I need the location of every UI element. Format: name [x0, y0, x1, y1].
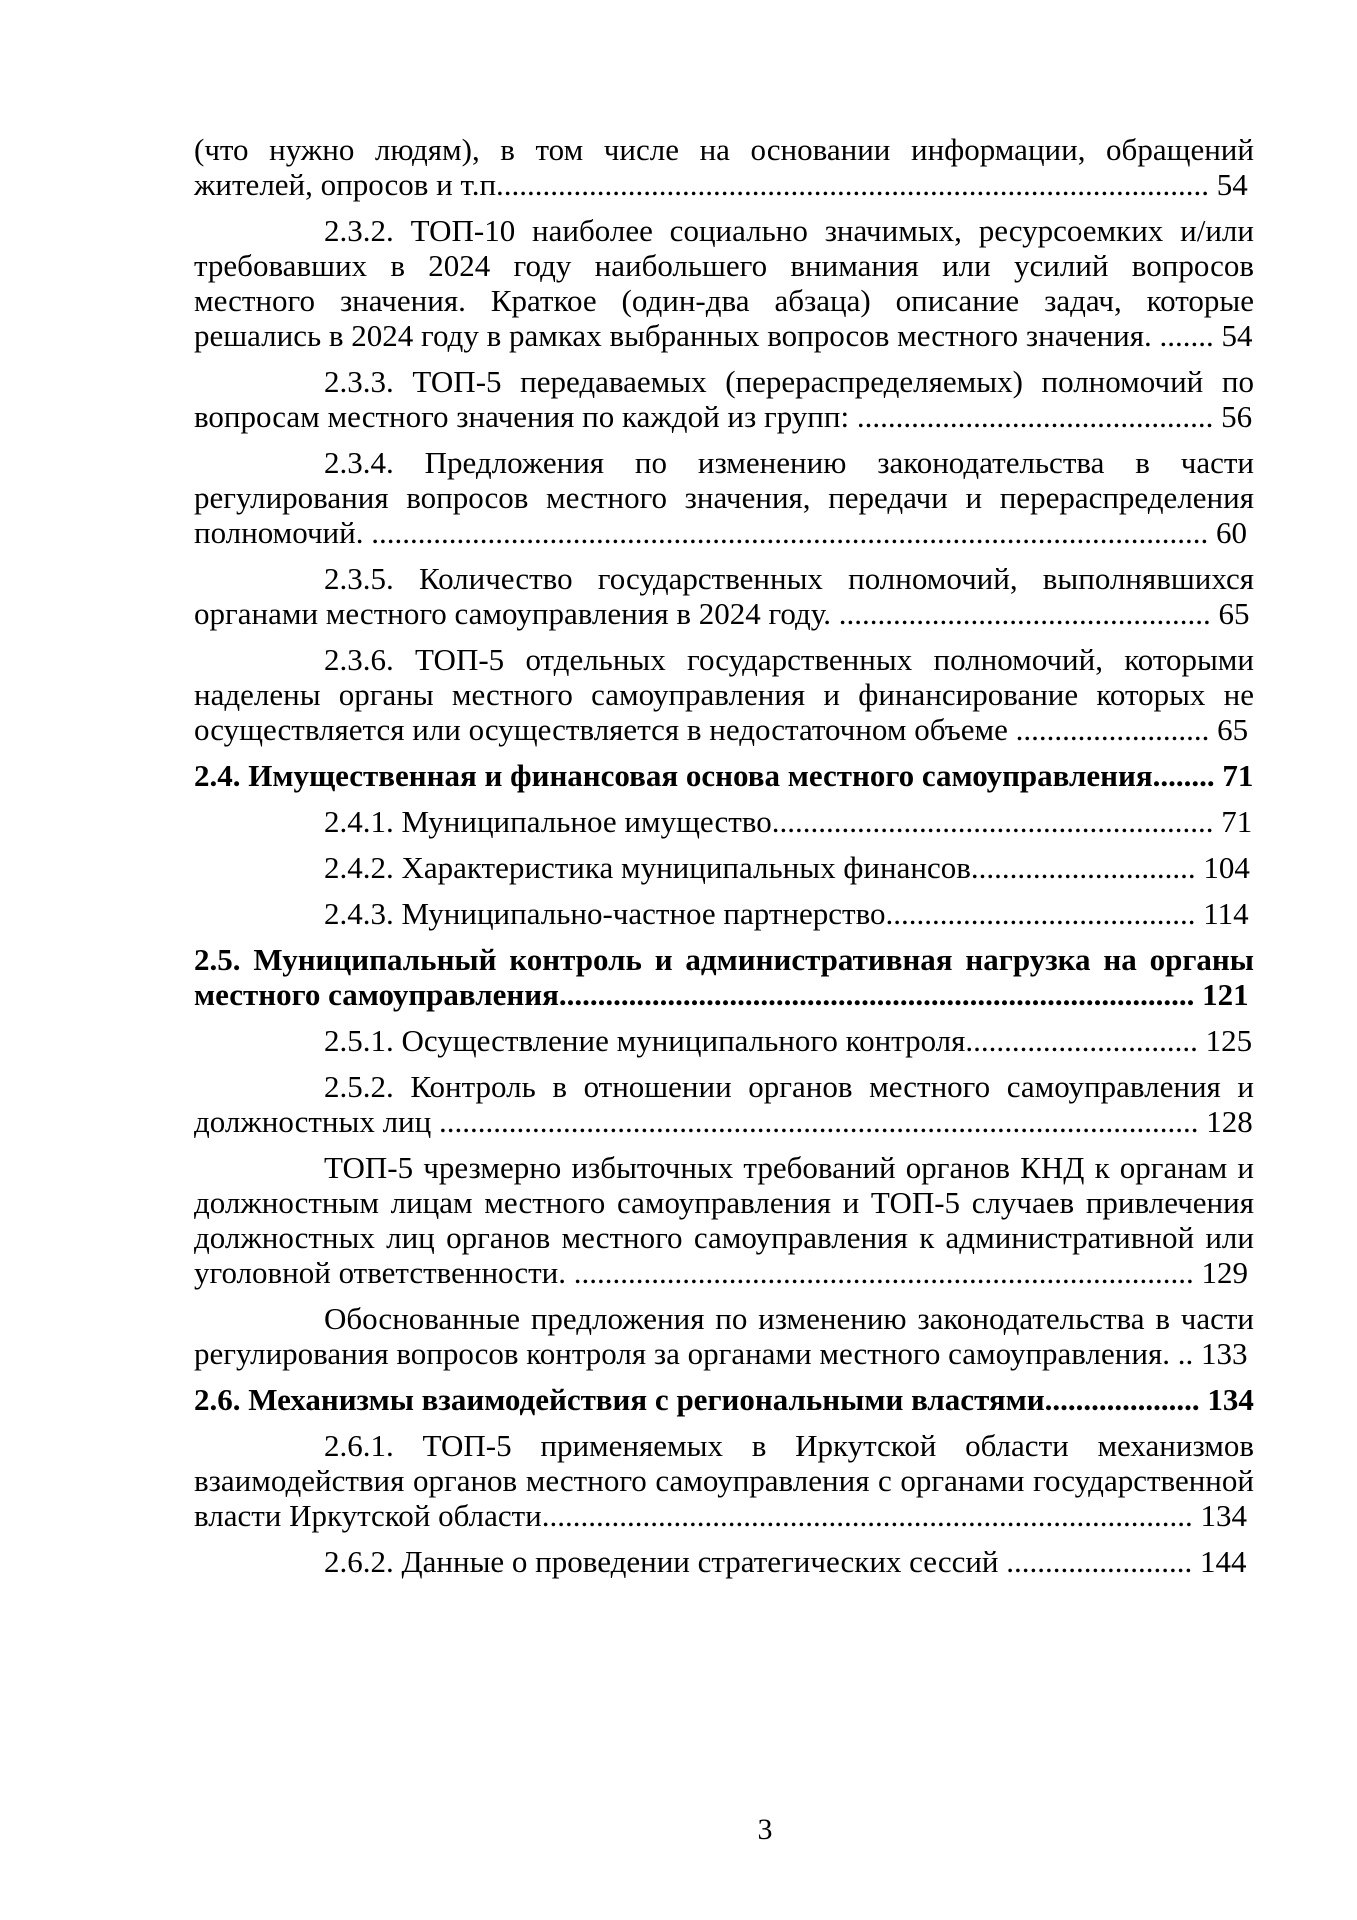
toc-entry[interactable] — [194, 850, 1254, 885]
toc-entry-page-number: 65 — [1218, 596, 1250, 631]
toc-entry-text: 2.5. Муниципальный контроль и административная нагрузка на органы местного самоуправления — [194, 942, 1254, 1012]
toc-entry-page-number: 133 — [1200, 1336, 1248, 1371]
toc-entry-page-number: 134 — [1200, 1498, 1248, 1533]
toc-entry-page-number: 71 — [1221, 804, 1253, 839]
toc-entry-page-number: 121 — [1202, 977, 1249, 1012]
toc-entry-text: 2.4. Имущественная и финансовая основа местного самоуправления — [194, 758, 1153, 793]
dot-leader: ​.​.​.​.​.​.​.​.​.​.​.​.​.​.​.​.​.​.​.​.​.​.​.​.​.​.​.​.​.​.​.​.​.​.​.​.​.​.​.​.​.​.​.​.​.​.​.​.​ — [838, 596, 1211, 631]
toc-entry[interactable] — [194, 804, 1254, 839]
toc-entry[interactable] — [194, 132, 1254, 202]
toc-entry-text: Обоснованные предложения по изменению законодательства в части регулирования вопросов контроля за органами местного самоуправления. — [194, 1301, 1254, 1371]
toc-entry[interactable] — [194, 1428, 1254, 1533]
toc-entry-page-number: 144 — [1200, 1544, 1247, 1579]
toc-entry[interactable] — [194, 642, 1254, 747]
dot-leader: ​.​.​.​.​.​.​.​.​.​.​.​.​.​.​.​.​.​.​.​.​.​.​.​.​.​.​.​.​.​.​.​.​.​.​.​.​.​.​.​.​.​.​.​.​.​.​.​.​.​.​.​.​.​.​.​.​.​.​.​.​.​.​.​.​.​.​.​.​.​.​.​.​.​.​.​.​.​.​.​.​.​.​.​.​.​.​.​.​.​.​.​.​.​.​.​.​.​.​ — [439, 1104, 1199, 1139]
toc-entry-text: 2.4.3. Муниципально-частное партнерство — [324, 896, 886, 931]
toc-entry[interactable] — [194, 1544, 1254, 1579]
toc-entry-page-number: 54 — [1221, 318, 1253, 353]
toc-entry-page-number: 54 — [1216, 167, 1248, 202]
dot-leader: ​.​.​.​.​.​.​.​.​.​.​.​.​.​.​.​.​.​.​.​.​.​.​.​.​ — [1006, 1544, 1193, 1579]
dot-leader: ​.​.​.​.​.​.​.​.​.​.​.​.​.​.​.​.​.​.​.​.​.​.​.​.​.​.​.​.​.​.​.​.​.​.​.​.​.​.​.​.​.​.​.​.​.​.​.​.​.​.​.​.​.​.​.​.​.​.​.​.​.​.​.​.​.​.​.​.​.​.​.​.​.​.​.​.​.​.​.​.​ — [573, 1255, 1194, 1290]
toc-entry[interactable] — [194, 364, 1254, 434]
toc-entry[interactable] — [194, 1023, 1254, 1058]
toc-entry[interactable] — [194, 1069, 1254, 1139]
toc-entry[interactable] — [194, 445, 1254, 550]
page-number-footer: 3 — [757, 1813, 773, 1846]
toc-entry[interactable] — [194, 213, 1254, 353]
dot-leader: ​.​.​.​.​.​.​.​.​.​.​.​.​.​.​.​.​.​.​.​.​.​.​.​.​.​.​.​.​.​.​.​.​.​.​.​.​.​.​.​.​.​.​.​.​.​.​ — [856, 399, 1214, 434]
dot-leader: ​.​.​.​.​.​.​.​.​.​.​.​.​.​.​.​.​.​.​.​.​.​.​.​.​.​.​.​.​.​.​.​.​.​.​.​.​.​.​.​.​.​.​.​.​.​.​.​.​.​.​.​.​.​.​.​.​.​.​.​.​.​.​.​.​.​.​.​.​.​.​.​.​.​.​.​.​.​.​.​.​.​.​ — [558, 977, 1195, 1012]
dot-leader: ​.​.​.​.​.​.​.​ — [1159, 318, 1214, 353]
toc-entry[interactable] — [194, 942, 1254, 1012]
toc-entry-page-number: 104 — [1203, 850, 1250, 885]
toc-entry-text: 2.3.3. ТОП-5 передаваемых (перераспределяемых) полномочий по вопросам местного значения по каждой из групп: — [194, 364, 1254, 434]
dot-leader: ​.​.​.​.​.​.​.​.​.​.​.​.​.​.​.​.​.​.​.​.​.​.​.​.​.​.​.​.​.​.​.​.​.​.​.​.​.​.​.​.​.​.​.​.​.​.​.​.​.​.​.​.​.​.​.​.​.​.​.​.​.​.​.​.​.​.​.​.​.​.​.​.​.​.​.​.​.​.​.​.​.​.​.​.​.​.​.​.​.​.​.​.​.​.​.​.​.​.​.​.​.​.​.​.​.​.​.​.​ — [371, 515, 1209, 550]
dot-leader: ​.​.​.​.​.​.​.​.​.​.​.​.​.​.​.​.​.​.​.​.​.​.​.​.​.​.​.​.​.​.​ — [965, 1023, 1198, 1058]
toc-entry-text: 2.4.1. Муниципальное имущество — [324, 804, 772, 839]
toc-entry-page-number: 129 — [1201, 1255, 1248, 1290]
dot-leader: ​.​.​.​.​.​.​.​.​.​.​.​.​.​.​.​.​.​.​.​.​.​.​.​.​.​ — [1015, 712, 1210, 747]
toc-entry-page-number: 60 — [1216, 515, 1247, 550]
toc-entry-page-number: 128 — [1206, 1104, 1253, 1139]
dot-leader: ​.​.​.​.​.​.​.​.​.​.​.​.​.​.​.​.​.​.​.​.​.​.​.​.​.​.​.​.​.​.​.​.​.​.​.​.​.​.​.​.​.​.​.​.​.​.​.​.​.​.​.​.​.​.​.​.​.​.​.​.​.​.​.​.​.​.​.​.​.​.​.​.​.​.​.​.​.​.​.​.​.​.​.​.​ — [541, 1498, 1193, 1533]
toc-entry-text: 2.6.2. Данные о проведении стратегических сессий — [324, 1544, 1007, 1579]
toc-entry-text: 2.5.2. Контроль в отношении органов местного самоуправления и должностных лиц — [194, 1069, 1254, 1139]
toc-entry-text: 2.3.4. Предложения по изменению законодательства в части регулирования вопросов местного значения, передачи и перераспределения полномочий. — [194, 445, 1254, 550]
toc-entry-page-number: 65 — [1217, 712, 1249, 747]
toc-entry-page-number: 114 — [1203, 896, 1249, 931]
toc-entry[interactable] — [194, 1301, 1254, 1371]
toc-entry-text: (что нужно людям), в том числе на основании информации, обращений жителей, опросов и т.п. — [194, 132, 1254, 202]
toc-entry-text: 2.3.2. ТОП-10 наиболее социально значимых, ресурсоемких и/или требовавших в 2024 году наибольшего внимания или усилий вопросов местного значения. Краткое (один-два абзаца) описание задач, которые решались в 2024 году в рамках выбранных вопросов местного значения. — [194, 213, 1254, 353]
toc-entry[interactable] — [194, 1382, 1254, 1417]
toc-entry-page-number: 56 — [1221, 399, 1253, 434]
dot-leader: ​.​.​.​.​.​.​.​.​ — [1152, 758, 1215, 793]
dot-leader: ​.​.​.​.​.​.​.​.​.​.​.​.​.​.​.​.​.​.​.​.​ — [1044, 1382, 1200, 1417]
toc-entry-page-number: 71 — [1222, 758, 1254, 793]
dot-leader: ​.​.​.​.​.​.​.​.​.​.​.​.​.​.​.​.​.​.​.​.​.​.​.​.​.​.​.​.​.​.​.​.​.​.​.​.​.​.​.​.​.​.​.​.​.​.​.​.​.​.​.​.​.​.​.​.​.​ — [771, 804, 1214, 839]
toc-entry-text: 2.3.6. ТОП-5 отдельных государственных полномочий, которыми наделены органы местного самоуправления и финансирование которых не осуществляется или осуществляется в недостаточном объеме — [194, 642, 1254, 747]
toc-entry[interactable] — [194, 1150, 1254, 1290]
toc-entry-text: 2.6. Механизмы взаимодействия с региональными властями — [194, 1382, 1045, 1417]
table-of-contents — [194, 132, 1254, 1590]
dot-leader: ​.​.​.​.​.​.​.​.​.​.​.​.​.​.​.​.​.​.​.​.​.​.​.​.​.​.​.​.​.​ — [970, 850, 1196, 885]
toc-entry-text: ТОП-5 чрезмерно избыточных требований органов КНД к органам и должностным лицам местного самоуправления и ТОП-5 случаев привлечения должностных лиц органов местного самоуправления к административной или уголовной ответственности. — [194, 1150, 1254, 1290]
dot-leader: ​.​.​.​.​.​.​.​.​.​.​.​.​.​.​.​.​.​.​.​.​.​.​.​.​.​.​.​.​.​.​.​.​.​.​.​.​.​.​.​.​.​.​.​.​.​.​.​.​.​.​.​.​.​.​.​.​.​.​.​.​.​.​.​.​.​.​.​.​.​.​.​.​.​.​.​.​.​.​.​.​.​.​.​.​.​.​.​.​.​.​.​ — [503, 167, 1210, 202]
toc-entry-text: 2.5.1. Осуществление муниципального контроля — [324, 1023, 966, 1058]
dot-leader: ​.​.​ — [1177, 1336, 1194, 1371]
toc-entry-text: 2.4.2. Характеристика муниципальных финансов — [324, 850, 971, 885]
toc-entry-page-number: 125 — [1205, 1023, 1253, 1058]
toc-entry-page-number: 134 — [1207, 1382, 1254, 1417]
toc-entry-text: 2.6.1. ТОП-5 применяемых в Иркутской области механизмов взаимодействия органов местного самоуправления с органами государственной власти Иркутской области — [194, 1428, 1254, 1533]
dot-leader: ​.​.​.​.​.​.​.​.​.​.​.​.​.​.​.​.​.​.​.​.​.​.​.​.​.​.​.​.​.​.​.​.​.​.​.​.​.​.​.​.​ — [885, 896, 1196, 931]
toc-entry[interactable] — [194, 758, 1254, 793]
toc-entry[interactable] — [194, 561, 1254, 631]
toc-entry-text: 2.3.5. Количество государственных полномочий, выполнявшихся органами местного самоуправления в 2024 году. — [194, 561, 1254, 631]
toc-entry[interactable] — [194, 896, 1254, 931]
